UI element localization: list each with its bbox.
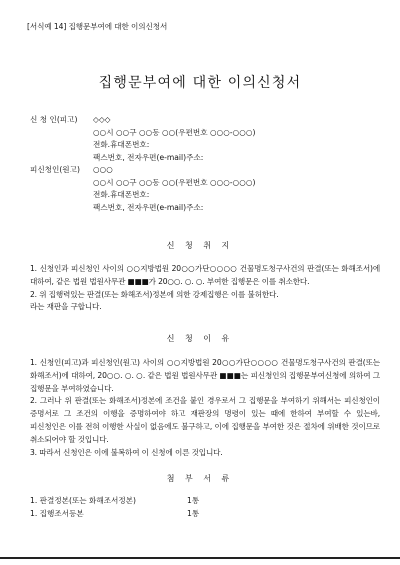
attachment-qty: 1통 <box>187 496 200 505</box>
purpose-body <box>30 263 380 314</box>
reasons-item-3: 3. 따라서 신청인은 이에 불복하여 이 신청에 이른 것입니다. <box>30 447 223 457</box>
form-number: [서식예 14] 집행문부여에 대한 이의신청서 <box>27 22 168 31</box>
purpose-item-1: 1. 신청인과 피신청인 사이의 ○○지방법원 20○○가단○○○○ 건물명도청구사건의 판결(또는 화해조서)에 대하여, 같은 법원 법원사무관 ■■■가 20○○. ○. ○. 부여한 집행문은 이를 취소한다. <box>30 264 380 286</box>
reasons-body <box>30 357 380 459</box>
attachments-heading: 첨 부 서 류 <box>166 474 234 483</box>
attachment-name: 1. 판결정본(또는 화해조서정본) <box>30 496 137 505</box>
reasons-item-1: 1. 신청인(피고)과 피신청인(원고) 사이의 ○○지방법원 20○○가단○○○○ 건물명도청구사건의 판결(또는 화해조서)에 대하여, 20○○. ○. ○. 같은 법원 법원사무관 ■■■는 피신청인의 집행문부여신청에 의하여 그 집행문을 부여하였습니다. <box>30 358 380 393</box>
reasons-heading: 신 청 이 유 <box>166 334 234 343</box>
applicant-phone: 전화.휴대폰번호: <box>93 140 150 149</box>
respondent-label: 피신청인(원고) <box>30 165 80 174</box>
respondent-name: ○○○ <box>93 165 113 174</box>
reasons-item-2: 2. 그러나 위 판결(또는 화해조서)정본에 조건을 붙인 경우로서 그 집행문을 부여하기 위해서는 피신청인이 증명서로 그 조건의 이행을 증명하여야 하고 재판장의 명령이 있는 때에 한하여 부여할 수 있는바, 피신청인은 이를 전혀 이행한 사실이 없음에도 불구하고, 이에 집행문을 부여한 것은 절차에 위배한 것이므로 취소되어야 할 것입니다. <box>30 396 380 444</box>
purpose-closing: 라는 재판을 구합니다. <box>30 302 102 312</box>
purpose-item-2: 2. 위 집행력있는 판결(또는 화해조서)정본에 의한 강제집행은 이를 불허한다. <box>30 289 279 299</box>
attachment-qty: 1통 <box>187 509 200 518</box>
attachment-item <box>30 494 230 507</box>
purpose-heading: 신 청 취 지 <box>166 241 234 250</box>
attachment-name: 1. 집행조서등본 <box>30 509 84 518</box>
applicant-name: ◇◇◇ <box>93 115 111 124</box>
attachment-item <box>30 507 230 520</box>
applicant-address: ○○시 ○○구 ○○동 ○○(우편번호 ○○○-○○○) <box>93 127 256 137</box>
respondent-address: ○○시 ○○구 ○○동 ○○(우편번호 ○○○-○○○) <box>93 177 256 187</box>
respondent-phone: 전화.휴대폰번호: <box>93 190 150 199</box>
applicant-label: 신 청 인(피고) <box>30 115 78 124</box>
document-title: 집행문부여에 대한 이의신청서 <box>98 75 302 91</box>
attachments-list <box>30 494 230 520</box>
applicant-fax-email: 팩스번호, 전자우편(e-mail)주소: <box>93 152 204 162</box>
bottom-border-line <box>0 557 400 559</box>
respondent-fax-email: 팩스번호, 전자우편(e-mail)주소: <box>93 202 204 212</box>
